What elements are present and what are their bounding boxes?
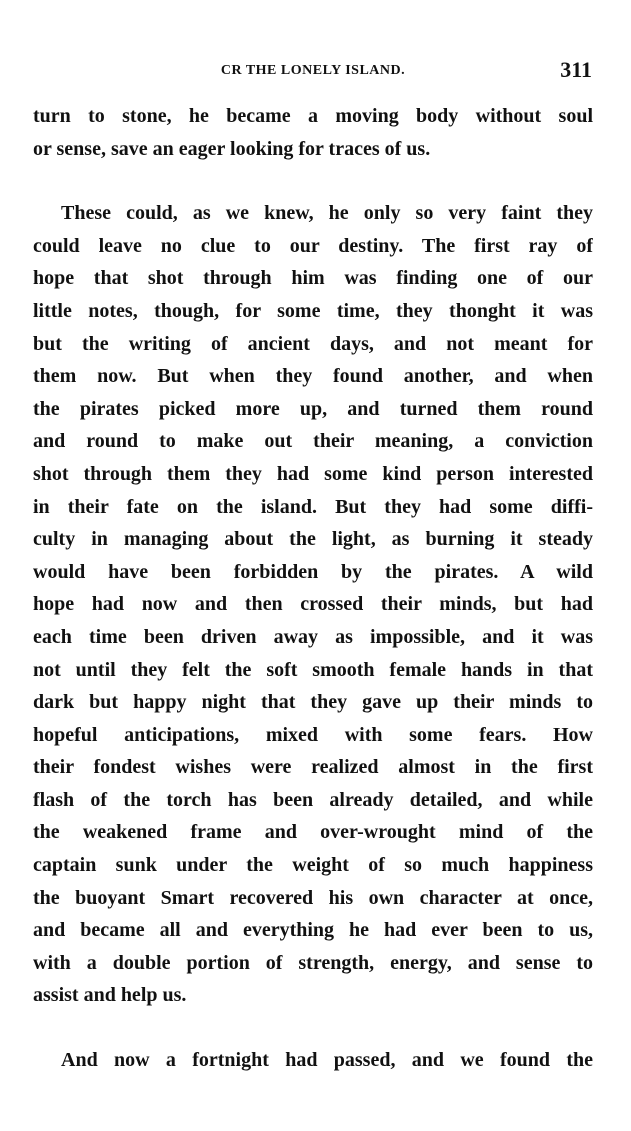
- text-line: or sense, save an eager looking for traces of us.: [33, 137, 431, 160]
- text-line: but the writing of ancient days, and not meant for: [33, 332, 593, 355]
- text-line: hope had now and then crossed their minds, but had: [33, 593, 593, 616]
- text-line: shot through them they had some kind person interested: [33, 462, 593, 485]
- text-line: dark but happy night that they gave up their minds to: [33, 691, 593, 714]
- text-line: hopeful anticipations, mixed with some fears. How: [33, 723, 593, 746]
- text-line: each time been driven away as impossible, and it was: [33, 625, 593, 648]
- text-line: culty in managing about the light, as burning it steady: [33, 528, 593, 551]
- text-line: their fondest wishes were realized almost in the first: [33, 756, 593, 779]
- text-line: would have been forbidden by the pirates. A wild: [33, 560, 593, 583]
- text-line: captain sunk under the weight of so much happiness: [33, 854, 593, 877]
- paragraph-gap: [33, 1012, 593, 1044]
- text-line: hope that shot through him was finding one of our: [33, 267, 593, 290]
- text-line: and round to make out their meaning, a conviction: [33, 430, 593, 453]
- paragraph: [33, 197, 593, 1012]
- running-title: CR THE LONELY ISLAND.: [220, 63, 406, 78]
- paragraph: [33, 1044, 593, 1077]
- text-line: little notes, though, for some time, they thonght it was: [33, 299, 593, 322]
- text-line: the weakened frame and over-wrought mind of the: [33, 821, 593, 844]
- text-line: not until they felt the soft smooth female hands in that: [33, 658, 593, 681]
- page-number: 311: [560, 57, 592, 82]
- paragraph: [33, 100, 593, 165]
- text-line: and became all and everything he had ever been to us,: [33, 919, 593, 942]
- paragraph-gap: [33, 165, 593, 197]
- text-line: assist and help us.: [33, 984, 187, 1007]
- text-line: them now. But when they found another, and when: [33, 365, 593, 388]
- running-head: [34, 57, 592, 87]
- text-line: in their fate on the island. But they had some diffi-: [33, 495, 593, 518]
- text-body: [33, 100, 593, 1077]
- text-line: the buoyant Smart recovered his own character at once,: [33, 886, 593, 909]
- text-line: And now a fortnight had passed, and we found the: [61, 1049, 593, 1072]
- text-line: the pirates picked more up, and turned them round: [33, 397, 593, 420]
- text-line: flash of the torch has been already detailed, and while: [33, 788, 593, 811]
- text-line: These could, as we knew, he only so very faint they: [61, 202, 593, 225]
- text-line: with a double portion of strength, energy, and sense to: [33, 951, 593, 974]
- text-line: could leave no clue to our destiny. The first ray of: [33, 234, 593, 257]
- text-line: turn to stone, he became a moving body without soul: [33, 105, 593, 127]
